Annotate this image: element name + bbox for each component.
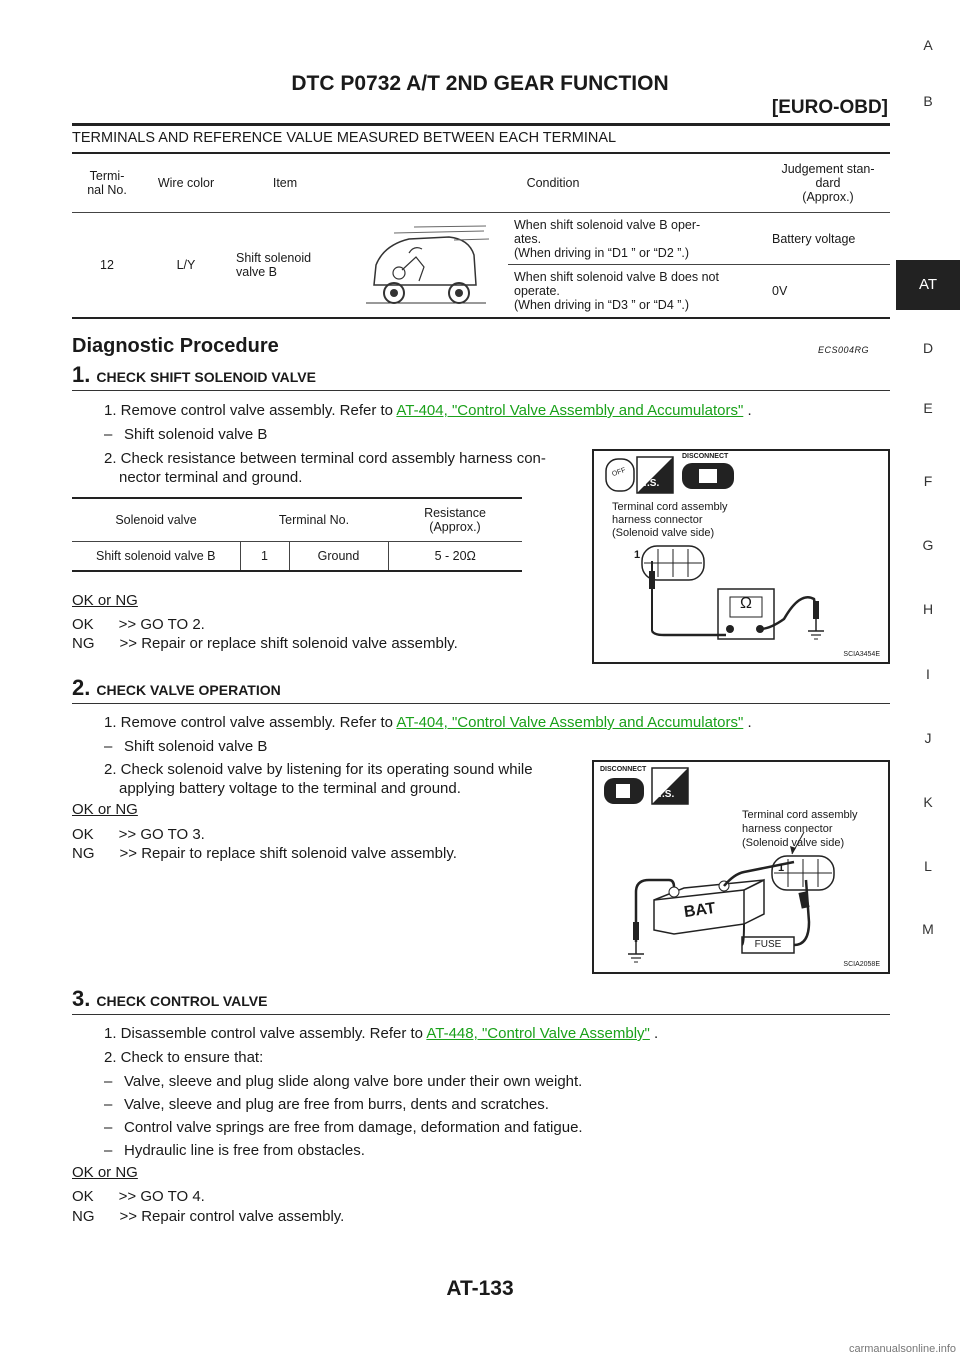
col-judgement: Judgement stan- dard (Approx.) xyxy=(766,153,890,213)
terminals-heading: TERMINALS AND REFERENCE VALUE MEASURED BETWEEN EACH TERMINAL xyxy=(72,130,617,146)
step1-sub-text: Shift solenoid valve B xyxy=(124,426,268,443)
step2-line2b: applying battery voltage to the terminal and ground. xyxy=(119,780,461,797)
step2-ng: NG >> Repair to replace shift solenoid valve assembly. xyxy=(72,845,457,862)
fig2-ref: SCIA2058E xyxy=(843,961,880,968)
side-tab-e[interactable]: E xyxy=(923,400,933,416)
page-title: DTC P0732 A/T 2ND GEAR FUNCTION xyxy=(291,72,669,95)
valve-operation-diagram xyxy=(594,762,888,972)
step2-line1-post: . xyxy=(743,714,752,731)
fuse-icon: FUSE xyxy=(754,939,782,950)
step1-line2b: nector terminal and ground. xyxy=(119,469,303,486)
res-cell-terminal: 1 xyxy=(240,542,289,572)
res-cell-ground: Ground xyxy=(289,542,388,572)
step1-line1-text: 1. Remove control valve assembly. Refer to xyxy=(104,402,397,419)
fig1-off: OFF xyxy=(611,466,627,479)
res-col-terminal: Terminal No. xyxy=(240,498,388,542)
step1-line1 xyxy=(104,401,752,420)
step3-title: CHECK CONTROL VALVE xyxy=(96,993,268,1009)
step3-number: 3. xyxy=(72,986,91,1011)
col-condition: Condition xyxy=(340,153,766,213)
page-number: AT-133 xyxy=(446,1277,514,1300)
step2-sub xyxy=(104,737,267,756)
step3-rule xyxy=(72,1014,890,1015)
side-tab-l[interactable]: L xyxy=(924,858,932,874)
step2-title: CHECK VALVE OPERATION xyxy=(96,682,281,698)
step1-rule xyxy=(72,390,890,391)
side-tab-k[interactable]: K xyxy=(923,794,933,810)
step3-item-1 xyxy=(104,1072,582,1091)
fig1-disconnect: DISCONNECT xyxy=(682,453,729,460)
watermark: carmanualsonline.info xyxy=(848,1343,956,1355)
side-tab-b[interactable]: B xyxy=(923,93,933,109)
cell-judgement-1: Battery voltage xyxy=(766,213,890,265)
col-wire: Wire color xyxy=(142,153,230,213)
step3-ng: NG >> Repair control valve assembly. xyxy=(72,1208,345,1225)
side-tab-j[interactable]: J xyxy=(924,730,932,746)
fig2-label2: harness connector xyxy=(742,823,833,835)
step3-line1-post: . xyxy=(649,1025,659,1042)
step3-item-3 xyxy=(104,1118,583,1137)
step3-item-2 xyxy=(104,1095,549,1114)
step1-okng: OK or NG xyxy=(72,592,138,609)
step2-number: 2. xyxy=(72,675,91,700)
res-col-valve: Solenoid valve xyxy=(72,498,240,542)
item-text: Control valve springs are free from damage, deformation and fatigue. xyxy=(124,1119,583,1136)
cell-terminal: 12 xyxy=(72,213,142,319)
step1-link[interactable]: AT-404, "Control Valve Assembly and Accumulators" xyxy=(396,402,744,419)
header-rule xyxy=(72,123,890,126)
cell-wire: L/Y xyxy=(142,213,230,319)
col-item: Item xyxy=(230,153,340,213)
step3-line2: 2. Check to ensure that: xyxy=(104,1049,264,1066)
dash: – xyxy=(104,1119,113,1136)
step3-ok: OK >> GO TO 4. xyxy=(72,1188,205,1205)
terminal-table xyxy=(72,152,890,319)
step1-title: CHECK SHIFT SOLENOID VALVE xyxy=(96,369,316,385)
item-text: Valve, sleeve and plug are free from burrs, dents and scratches. xyxy=(124,1096,549,1113)
car-driving-icon xyxy=(354,215,494,315)
step2-line1 xyxy=(104,713,752,732)
step3-line1 xyxy=(104,1024,658,1043)
fig2-labels xyxy=(742,808,858,850)
step2-heading xyxy=(72,675,281,701)
side-tab-h[interactable]: H xyxy=(922,601,934,617)
diagnostic-code: ECS004RG xyxy=(818,345,870,355)
fig1-pin: 1 xyxy=(634,549,641,561)
side-tab-d[interactable]: D xyxy=(922,340,934,356)
step1-ng: NG >> Repair or replace shift solenoid valve assembly. xyxy=(72,635,458,652)
col-terminal: Termi- nal No. xyxy=(72,153,142,213)
fig1-ref: SCIA3454E xyxy=(843,651,880,658)
figure-resistance xyxy=(592,449,890,664)
step2-rule xyxy=(72,703,890,704)
resistance-table xyxy=(72,497,522,572)
cell-condition-2: When shift solenoid valve B does not operate. (When driving in “D3 ” or “D4 ”.) xyxy=(508,265,766,318)
step1-number: 1. xyxy=(72,362,91,387)
item-text: Valve, sleeve and plug slide along valve bore under their own weight. xyxy=(124,1073,583,1090)
dash: – xyxy=(104,426,113,443)
cell-item: Shift solenoid valve B xyxy=(230,213,340,319)
cell-judgement-2: 0V xyxy=(766,265,890,318)
step1-line1-post: . xyxy=(743,402,752,419)
step1-sub xyxy=(104,425,267,444)
step2-line2: 2. Check solenoid valve by listening for its operating sound while xyxy=(104,761,533,778)
figure-valve-operation xyxy=(592,760,890,974)
step1-heading xyxy=(72,362,316,388)
dash: – xyxy=(104,1142,113,1159)
section-label: [EURO-OBD] xyxy=(771,97,888,118)
step2-sub-text: Shift solenoid valve B xyxy=(124,738,268,755)
fig1-label3: (Solenoid valve side) xyxy=(612,527,715,539)
side-tab-f[interactable]: F xyxy=(923,473,933,489)
fig1-ts: T.S. xyxy=(642,478,660,489)
step2-link[interactable]: AT-404, "Control Valve Assembly and Accumulators" xyxy=(396,714,744,731)
ohm-icon: Ω xyxy=(740,595,752,612)
side-tab-g[interactable]: G xyxy=(922,537,934,553)
step2-ok: OK >> GO TO 3. xyxy=(72,826,205,843)
fig2-label1: Terminal cord assembly xyxy=(742,809,858,821)
step2-line1-text: 1. Remove control valve assembly. Refer to xyxy=(104,714,397,731)
fig1-label1: Terminal cord assembly xyxy=(612,501,728,513)
fig1-labels xyxy=(612,501,728,540)
side-tab-at[interactable]: AT xyxy=(896,260,960,310)
step2-okng: OK or NG xyxy=(72,801,138,818)
res-cell-valve: Shift solenoid valve B xyxy=(72,542,240,572)
side-tab-a[interactable]: A xyxy=(923,37,933,53)
battery-icon: BAT xyxy=(682,899,717,922)
dash: – xyxy=(104,1096,113,1113)
side-tab-i[interactable]: I xyxy=(926,666,930,682)
step3-line1-text: 1. Disassemble control valve assembly. Refer to xyxy=(104,1025,427,1042)
fig1-label2: harness connector xyxy=(612,514,703,526)
step3-link[interactable]: AT-448, "Control Valve Assembly" xyxy=(426,1025,650,1042)
cell-condition-1: When shift solenoid valve B oper- ates. (When driving in “D1 ” or “D2 ”.) xyxy=(508,213,766,265)
res-cell-value: 5 - 20Ω xyxy=(388,542,522,572)
item-text: Hydraulic line is free from obstacles. xyxy=(124,1142,365,1159)
dash: – xyxy=(104,1073,113,1090)
dash: – xyxy=(104,738,113,755)
step3-item-4 xyxy=(104,1141,365,1160)
fig2-disconnect: DISCONNECT xyxy=(600,766,647,773)
step1-line2: 2. Check resistance between terminal cord assembly harness con- xyxy=(104,450,546,467)
step3-heading xyxy=(72,986,267,1012)
step3-okng: OK or NG xyxy=(72,1164,138,1181)
diagnostic-title: Diagnostic Procedure xyxy=(72,335,279,357)
fig2-label3: (Solenoid valve side) xyxy=(742,837,845,849)
fig2-ts: T.S. xyxy=(657,789,675,800)
res-col-resistance: Resistance (Approx.) xyxy=(388,498,522,542)
side-tab-m[interactable]: M xyxy=(922,921,934,937)
step1-ok: OK >> GO TO 2. xyxy=(72,616,205,633)
fig2-pin: 1 xyxy=(778,862,785,874)
car-illustration xyxy=(340,213,508,319)
